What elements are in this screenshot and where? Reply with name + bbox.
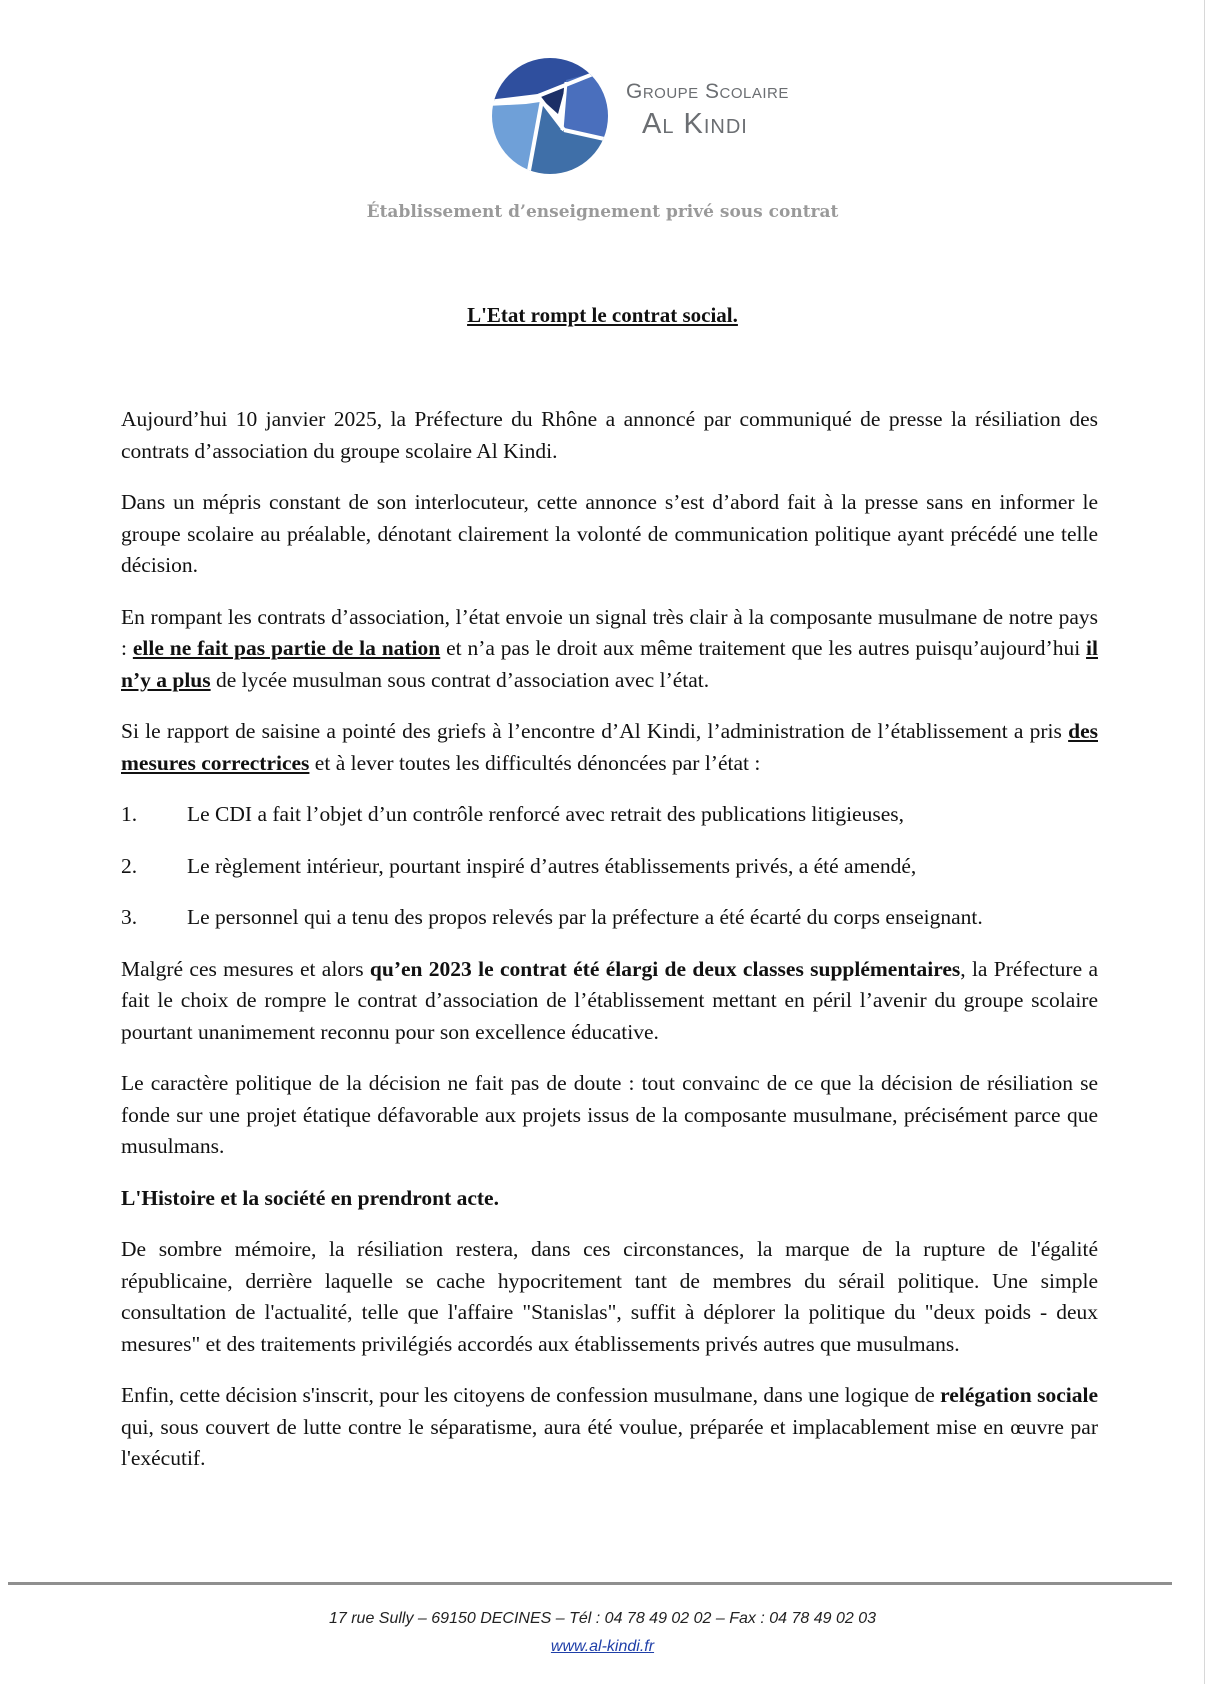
document-body xyxy=(121,404,1098,1495)
paragraph-9-text: qui, sous couvert de lutte contre le séparatisme, aura été voulue, préparée et implacablement mise en œuvre par l'exécutif. xyxy=(121,1414,1098,1470)
footer-address: 17 rue Sully – 69150 DECINES – Tél : 04 78 49 02 02 – Fax : 04 78 49 02 03 xyxy=(328,1610,877,1627)
paragraph-9-text: Enfin, cette décision s'inscrit, pour les citoyens de confession musulmane, dans une logique de xyxy=(121,1383,941,1407)
paragraph-5-text: , la Préfecture a fait le choix de rompre le contrat d’association de l’établissement mettant en péril l’avenir du groupe scolaire pourtant unanimement reconnu pour son excellence éducative. xyxy=(121,956,1098,1044)
paragraph-4-text: et à lever toutes les difficultés dénoncées par l’état : xyxy=(309,750,761,775)
emphasis-il-ny-a-plus: il n’y a plus xyxy=(121,636,1098,692)
school-logo xyxy=(488,56,828,176)
logo-wordmark xyxy=(626,80,789,141)
logo-line-al-kindi: Al Kindi xyxy=(642,108,748,141)
list-item-text: Le CDI a fait l’objet d’un contrôle renforcé avec retrait des publications litigieuses, xyxy=(187,802,904,826)
paragraph-4 xyxy=(121,716,1098,779)
paragraph-9 xyxy=(121,1380,1098,1475)
list-item xyxy=(121,851,1098,883)
list-item xyxy=(121,799,1098,831)
logo-emblem-icon xyxy=(488,56,618,176)
emphasis-mesures-correctrices: des mesures correctrices xyxy=(121,719,1098,775)
paragraph-3 xyxy=(121,602,1098,697)
footer-divider xyxy=(8,1582,1172,1585)
paragraph-4-text: Si le rapport de saisine a pointé des griefs à l’encontre d’Al Kindi, l’administration de l’établissement a pris xyxy=(121,719,1069,743)
list-item-number: 2. xyxy=(121,853,138,878)
paragraph-1: Aujourd’hui 10 janvier 2025, la Préfecture du Rhône a annoncé par communiqué de presse la résiliation des contrats d’association du groupe scolaire Al Kindi. xyxy=(121,407,1098,463)
logo-line-groupe-scolaire: Groupe Scolaire xyxy=(626,80,789,103)
emphasis-2023-contract: qu’en 2023 le contrat été élargi de deux classes supplémentaires xyxy=(369,956,961,981)
paragraph-2: Dans un mépris constant de son interlocuteur, cette annonce s’est d’abord fait à la presse sans en informer le groupe scolaire au préalable, dénotant clairement la volonté de communication politique ayant précédé une telle décision. xyxy=(121,490,1098,577)
emphasis-relegation-sociale: relégation sociale xyxy=(940,1383,1099,1407)
list-item-number: 3. xyxy=(121,905,138,929)
paragraph-5-text: Malgré ces mesures et alors xyxy=(121,956,370,981)
paragraph-3-text: et n’a pas le droit aux même traitement que les autres puisqu’aujourd’hui xyxy=(440,636,1087,660)
list-item xyxy=(121,902,1098,934)
measures-list xyxy=(121,799,1098,934)
list-item-text: Le personnel qui a tenu des propos relevés par la préfecture a été écarté du corps enseignant. xyxy=(187,905,983,929)
paragraph-5 xyxy=(121,954,1098,1049)
emphasis-nation: elle ne fait pas partie de la nation xyxy=(132,636,441,660)
paragraph-6: Le caractère politique de la décision ne fait pas de doute : tout convainc de ce que la décision de résiliation se fonde sur une projet étatique défavorable aux projets issus de la composante musulmane, précisément parce que musulmans. xyxy=(121,1071,1098,1158)
section-heading-histoire: L'Histoire et la société en prendront acte. xyxy=(121,1185,499,1210)
paragraph-3-text: de lycée musulman sous contrat d’association avec l’état. xyxy=(210,667,710,692)
list-item-text: Le règlement intérieur, pourtant inspiré d’autres établissements privés, a été amendé, xyxy=(187,853,917,878)
paragraph-8: De sombre mémoire, la résiliation restera, dans ces circonstances, la marque de la rupture de l'égalité républicaine, derrière laquelle se cache hypocritement tant de membres du sérail politique. Une simple consultation de l'actualité, telle que l'affaire "Stanislas", suffit à déplorer la politique du "deux poids - deux mesures" et des traitements privilégiés accordés aux établissements privés autres que musulmans. xyxy=(121,1237,1098,1356)
website-link[interactable]: www.al-kindi.fr xyxy=(550,1638,655,1655)
paragraph-3-text: En rompant les contrats d’association, l’état envoie un signal très clair à la composante musulmane de notre pays : xyxy=(121,604,1098,660)
document-title: L'Etat rompt le contrat social. xyxy=(467,303,738,327)
school-subtitle: Établissement d’enseignement privé sous contrat xyxy=(366,202,839,222)
list-item-number: 1. xyxy=(121,802,138,826)
footer xyxy=(0,1605,1205,1661)
